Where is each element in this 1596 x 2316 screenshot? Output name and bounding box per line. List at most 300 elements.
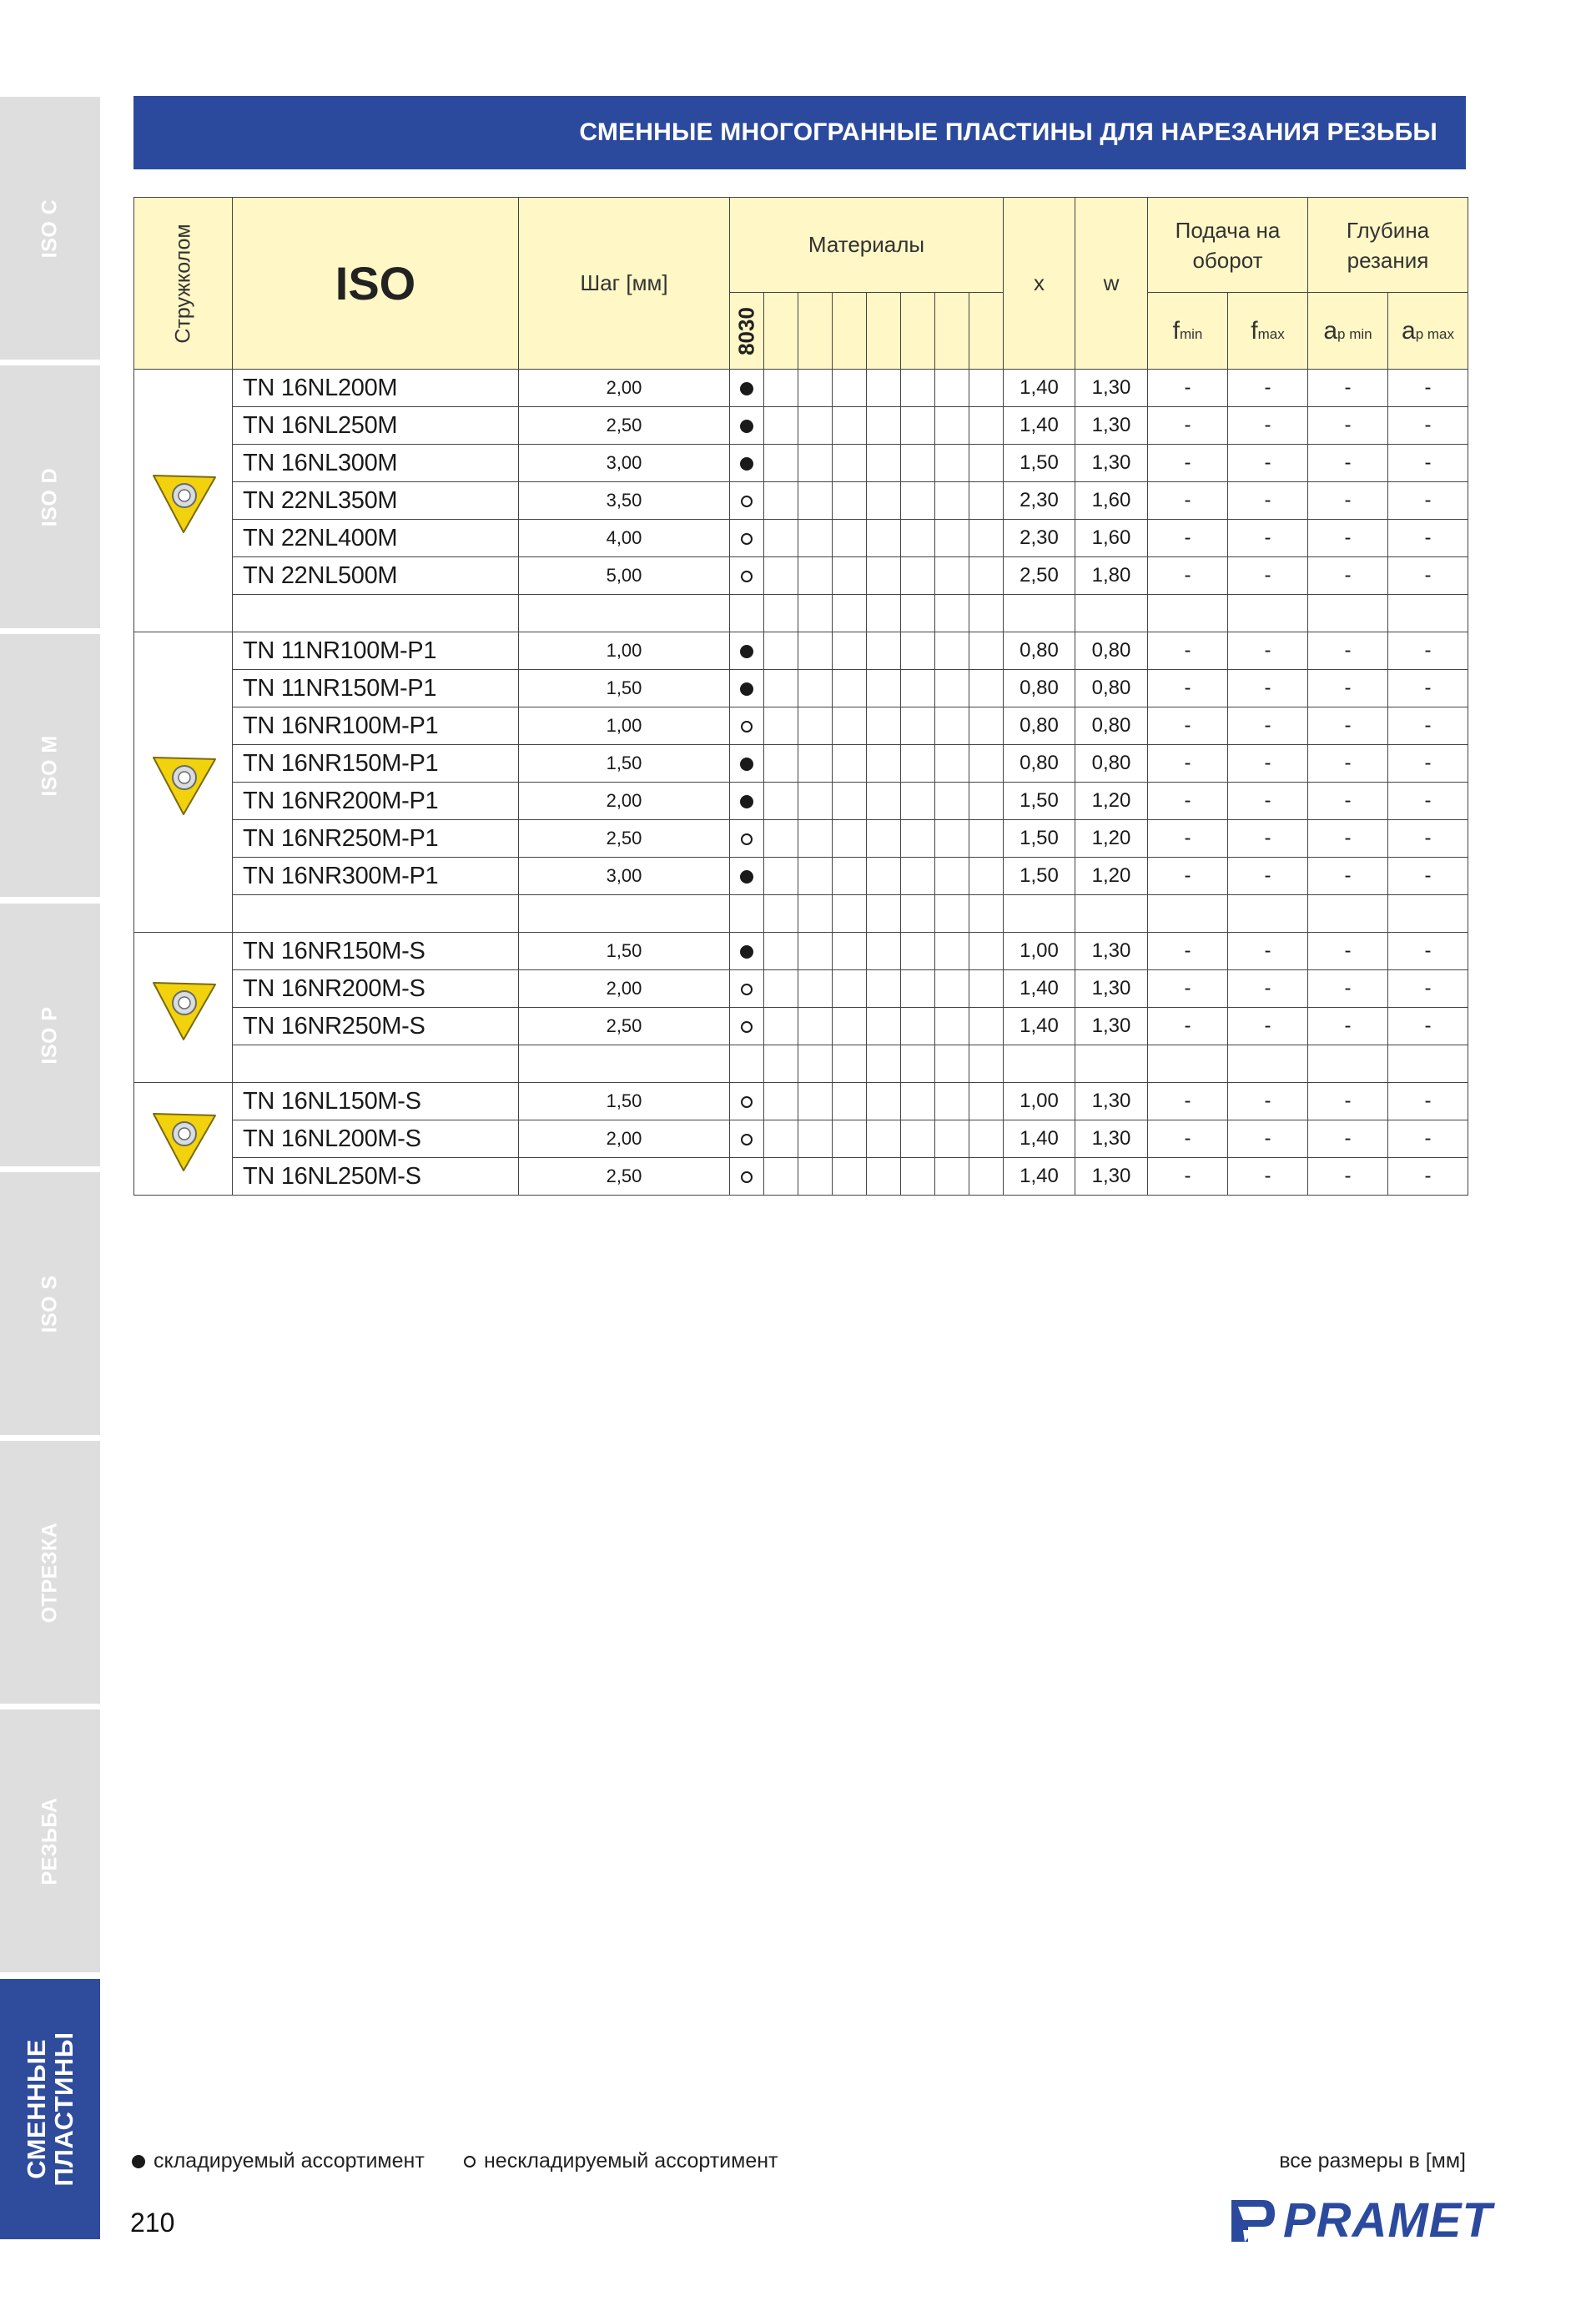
grade-empty-cell <box>798 1120 833 1158</box>
fmax-value: - <box>1228 370 1308 407</box>
empty-cell <box>833 895 867 933</box>
pitch-value: 5,00 <box>519 557 730 595</box>
apmin-value: - <box>1308 858 1388 895</box>
fmax-value: - <box>1228 783 1308 820</box>
thread-insert-nr-s-icon <box>142 966 225 1050</box>
empty-cell <box>969 1045 1004 1083</box>
chipbreaker-cell <box>134 1083 233 1196</box>
side-tab-4[interactable] <box>0 904 100 1166</box>
grade-empty-cell <box>764 970 798 1008</box>
open-dot-icon <box>741 1134 753 1145</box>
w-value: 0,80 <box>1075 707 1148 745</box>
empty-cell <box>1308 895 1388 933</box>
thread-insert-nl-s-icon <box>142 1097 225 1181</box>
x-value: 1,50 <box>1004 445 1075 482</box>
header-grade-empty <box>969 293 1004 370</box>
apmin-value: - <box>1308 820 1388 858</box>
insert-code: TN 22NL350M <box>233 482 519 520</box>
fmax-value: - <box>1228 445 1308 482</box>
grade-empty-cell <box>901 820 935 858</box>
pitch-value: 2,50 <box>519 1158 730 1196</box>
empty-cell <box>901 895 935 933</box>
apmax-value: - <box>1388 632 1468 670</box>
side-tab-label: СМЕННЫЕ ПЛАСТИНЫ <box>22 2032 78 2187</box>
x-value: 1,40 <box>1004 1158 1075 1196</box>
grade-empty-cell <box>833 670 867 707</box>
grade-empty-cell <box>867 520 901 557</box>
table-row <box>134 1008 1468 1045</box>
table-row <box>134 1120 1468 1158</box>
grade-empty-cell <box>764 1083 798 1120</box>
header-pitch: Шаг [мм] <box>519 198 730 370</box>
grade-empty-cell <box>833 970 867 1008</box>
grade-empty-cell <box>969 1083 1004 1120</box>
empty-cell <box>764 1045 798 1083</box>
empty-cell <box>1075 595 1148 632</box>
grade-empty-cell <box>901 407 935 445</box>
empty-cell <box>1004 1045 1075 1083</box>
grade-empty-cell <box>969 445 1004 482</box>
fmax-value: - <box>1228 933 1308 970</box>
grade-empty-cell <box>798 1083 833 1120</box>
fmax-value: - <box>1228 820 1308 858</box>
table-row <box>134 1158 1468 1196</box>
grade-empty-cell <box>867 858 901 895</box>
side-tab-label: ISO S <box>38 1274 62 1333</box>
empty-cell <box>969 895 1004 933</box>
w-value: 1,60 <box>1075 482 1148 520</box>
side-tab-8[interactable] <box>0 1979 100 2239</box>
w-value: 0,80 <box>1075 632 1148 670</box>
grade-empty-cell <box>935 632 969 670</box>
insert-code: TN 16NL300M <box>233 445 519 482</box>
apmin-value: - <box>1308 557 1388 595</box>
empty-cell <box>1228 895 1308 933</box>
header-grade-empty <box>833 293 867 370</box>
grade-empty-cell <box>901 1083 935 1120</box>
grade-empty-cell <box>969 783 1004 820</box>
empty-cell <box>969 595 1004 632</box>
w-value: 0,80 <box>1075 670 1148 707</box>
grade-8030-availability <box>730 557 764 595</box>
header-depth: Глубина резания <box>1308 198 1468 293</box>
grade-empty-cell <box>833 1120 867 1158</box>
grade-empty-cell <box>798 557 833 595</box>
fmin-value: - <box>1148 745 1228 783</box>
grade-empty-cell <box>833 1158 867 1196</box>
grade-empty-cell <box>867 670 901 707</box>
brand-name: PRAMET <box>1283 2193 1493 2248</box>
empty-cell <box>1148 1045 1228 1083</box>
apmin-value: - <box>1308 670 1388 707</box>
grade-8030-availability <box>730 520 764 557</box>
insert-code: TN 11NR150M-P1 <box>233 670 519 707</box>
x-value: 2,50 <box>1004 557 1075 595</box>
table-row <box>134 783 1468 820</box>
side-tab-6[interactable] <box>0 1441 100 1704</box>
apmax-value: - <box>1388 520 1468 557</box>
side-tab-label: ISO D <box>38 467 62 526</box>
empty-cell <box>833 595 867 632</box>
grade-empty-cell <box>764 670 798 707</box>
table-row <box>134 445 1468 482</box>
section-title: СМЕННЫЕ МНОГОГРАННЫЕ ПЛАСТИНЫ ДЛЯ НАРЕЗАНИЯ РЕЗЬБЫ <box>579 118 1437 146</box>
table-row <box>134 820 1468 858</box>
apmin-value: - <box>1308 707 1388 745</box>
apmax-value: - <box>1388 707 1468 745</box>
empty-cell <box>1004 895 1075 933</box>
insert-code: TN 16NR150M-S <box>233 933 519 970</box>
apmin-value: - <box>1308 1158 1388 1196</box>
grade-empty-cell <box>833 820 867 858</box>
header-grade-empty <box>901 293 935 370</box>
empty-cell <box>233 1045 519 1083</box>
fmin-value: - <box>1148 1008 1228 1045</box>
w-value: 1,30 <box>1075 445 1148 482</box>
fmax-value: - <box>1228 970 1308 1008</box>
grade-empty-cell <box>798 820 833 858</box>
grade-empty-cell <box>935 783 969 820</box>
grade-empty-cell <box>969 520 1004 557</box>
pitch-value: 2,50 <box>519 820 730 858</box>
insert-code: TN 16NL250M <box>233 407 519 445</box>
grade-empty-cell <box>764 707 798 745</box>
filled-dot-icon <box>740 382 753 395</box>
x-value: 1,40 <box>1004 370 1075 407</box>
apmin-value: - <box>1308 745 1388 783</box>
grade-empty-cell <box>764 557 798 595</box>
grade-8030-availability <box>730 783 764 820</box>
chipbreaker-cell <box>134 632 233 933</box>
fmin-value: - <box>1148 707 1228 745</box>
insert-code: TN 16NR200M-P1 <box>233 783 519 820</box>
grade-empty-cell <box>935 858 969 895</box>
empty-cell <box>1388 595 1468 632</box>
grade-empty-cell <box>833 858 867 895</box>
grade-empty-cell <box>935 820 969 858</box>
grade-empty-cell <box>935 970 969 1008</box>
grade-empty-cell <box>901 632 935 670</box>
grade-empty-cell <box>901 970 935 1008</box>
side-tab-2[interactable] <box>0 365 100 628</box>
grade-empty-cell <box>764 445 798 482</box>
legend-stocked-label: складируемый ассортимент <box>154 2149 425 2173</box>
pitch-value: 1,50 <box>519 933 730 970</box>
pitch-value: 1,00 <box>519 707 730 745</box>
insert-code: TN 16NR100M-P1 <box>233 707 519 745</box>
w-value: 1,30 <box>1075 933 1148 970</box>
legend-nonstocked <box>464 2149 778 2173</box>
pitch-value: 2,00 <box>519 370 730 407</box>
fmax-value: - <box>1228 1158 1308 1196</box>
header-materials: Материалы <box>730 198 1004 293</box>
table-row <box>134 482 1468 520</box>
insert-table <box>133 197 1468 1196</box>
pitch-value: 1,50 <box>519 745 730 783</box>
spacer-row <box>134 895 1468 933</box>
open-dot-icon <box>741 496 753 507</box>
x-value: 1,00 <box>1004 933 1075 970</box>
grade-8030-availability <box>730 370 764 407</box>
apmax-value: - <box>1388 1008 1468 1045</box>
pitch-value: 3,00 <box>519 445 730 482</box>
grade-empty-cell <box>969 670 1004 707</box>
grade-empty-cell <box>935 670 969 707</box>
open-dot-icon <box>741 833 753 845</box>
w-value: 1,30 <box>1075 407 1148 445</box>
fmax-value: - <box>1228 1120 1308 1158</box>
grade-empty-cell <box>798 1008 833 1045</box>
empty-cell <box>1388 895 1468 933</box>
empty-cell <box>519 595 730 632</box>
grade-empty-cell <box>867 707 901 745</box>
empty-cell <box>1075 1045 1148 1083</box>
grade-8030-availability <box>730 407 764 445</box>
apmin-value: - <box>1308 632 1388 670</box>
grade-empty-cell <box>901 1008 935 1045</box>
apmax-value: - <box>1388 445 1468 482</box>
insert-table-body <box>134 370 1468 1196</box>
filled-dot-icon <box>740 645 753 658</box>
grade-empty-cell <box>935 520 969 557</box>
apmin-value: - <box>1308 407 1388 445</box>
grade-empty-cell <box>867 632 901 670</box>
apmin-value: - <box>1308 783 1388 820</box>
w-value: 1,20 <box>1075 783 1148 820</box>
side-tab-7[interactable] <box>0 1709 100 1972</box>
grade-empty-cell <box>901 670 935 707</box>
grade-empty-cell <box>867 1158 901 1196</box>
grade-empty-cell <box>764 1008 798 1045</box>
w-value: 1,30 <box>1075 970 1148 1008</box>
side-tab-3[interactable] <box>0 634 100 897</box>
grade-empty-cell <box>798 482 833 520</box>
fmax-value: - <box>1228 707 1308 745</box>
fmax-value: - <box>1228 482 1308 520</box>
grade-empty-cell <box>833 1083 867 1120</box>
grade-empty-cell <box>867 783 901 820</box>
grade-empty-cell <box>833 370 867 407</box>
fmax-value: - <box>1228 1083 1308 1120</box>
fmin-value: - <box>1148 670 1228 707</box>
grade-empty-cell <box>833 745 867 783</box>
grade-empty-cell <box>764 933 798 970</box>
grade-empty-cell <box>798 933 833 970</box>
grade-empty-cell <box>901 783 935 820</box>
grade-8030-availability <box>730 482 764 520</box>
empty-cell <box>1308 1045 1388 1083</box>
grade-empty-cell <box>867 370 901 407</box>
x-value: 0,80 <box>1004 670 1075 707</box>
table-row <box>134 970 1468 1008</box>
fmin-value: - <box>1148 370 1228 407</box>
insert-code: TN 11NR100M-P1 <box>233 632 519 670</box>
x-value: 0,80 <box>1004 632 1075 670</box>
grade-empty-cell <box>867 970 901 1008</box>
grade-empty-cell <box>901 445 935 482</box>
filled-dot-icon <box>740 795 753 808</box>
insert-code: TN 16NR250M-P1 <box>233 820 519 858</box>
grade-empty-cell <box>798 783 833 820</box>
apmax-value: - <box>1388 1083 1468 1120</box>
apmin-value: - <box>1308 1083 1388 1120</box>
grade-empty-cell <box>833 1008 867 1045</box>
grade-8030-availability <box>730 820 764 858</box>
table-row <box>134 670 1468 707</box>
insert-code: TN 22NL500M <box>233 557 519 595</box>
apmin-value: - <box>1308 933 1388 970</box>
insert-code: TN 16NL200M-S <box>233 1120 519 1158</box>
grade-empty-cell <box>867 745 901 783</box>
apmin-value: - <box>1308 445 1388 482</box>
filled-dot-icon <box>740 682 753 696</box>
grade-empty-cell <box>969 1158 1004 1196</box>
grade-empty-cell <box>798 745 833 783</box>
header-grade-8030: 8030 <box>730 293 764 370</box>
filled-dot-icon <box>740 420 753 433</box>
fmin-value: - <box>1148 820 1228 858</box>
grade-8030-availability <box>730 745 764 783</box>
empty-cell <box>1308 595 1388 632</box>
filled-dot-icon <box>740 457 753 471</box>
x-value: 1,50 <box>1004 783 1075 820</box>
grade-empty-cell <box>935 370 969 407</box>
pitch-value: 2,50 <box>519 407 730 445</box>
spacer-row <box>134 595 1468 632</box>
x-value: 2,30 <box>1004 482 1075 520</box>
grade-empty-cell <box>833 557 867 595</box>
w-value: 1,60 <box>1075 520 1148 557</box>
section-header <box>133 96 1466 169</box>
header-chipbreaker: Стружколом <box>134 198 233 370</box>
grade-empty-cell <box>798 370 833 407</box>
filled-dot-icon <box>740 870 753 884</box>
x-value: 0,80 <box>1004 745 1075 783</box>
grade-empty-cell <box>901 933 935 970</box>
fmin-value: - <box>1148 783 1228 820</box>
w-value: 1,30 <box>1075 1083 1148 1120</box>
grade-empty-cell <box>969 407 1004 445</box>
grade-empty-cell <box>901 557 935 595</box>
open-dot-icon <box>741 984 753 995</box>
empty-cell <box>935 1045 969 1083</box>
insert-code: TN 16NR150M-P1 <box>233 745 519 783</box>
header-apmax: ap max <box>1388 293 1468 370</box>
pitch-value: 4,00 <box>519 520 730 557</box>
empty-cell <box>798 1045 833 1083</box>
apmax-value: - <box>1388 482 1468 520</box>
grade-empty-cell <box>935 707 969 745</box>
header-grade-empty <box>798 293 833 370</box>
grade-empty-cell <box>901 858 935 895</box>
empty-cell <box>1148 895 1228 933</box>
apmax-value: - <box>1388 557 1468 595</box>
grade-empty-cell <box>764 745 798 783</box>
fmax-value: - <box>1228 520 1308 557</box>
grade-empty-cell <box>764 632 798 670</box>
grade-empty-cell <box>935 1083 969 1120</box>
fmax-value: - <box>1228 745 1308 783</box>
empty-cell <box>798 895 833 933</box>
x-value: 1,00 <box>1004 1083 1075 1120</box>
insert-code: TN 22NL400M <box>233 520 519 557</box>
side-tab-label: ISO M <box>38 734 62 797</box>
grade-empty-cell <box>969 370 1004 407</box>
empty-cell <box>1148 595 1228 632</box>
table-row <box>134 1083 1468 1120</box>
grade-8030-availability <box>730 858 764 895</box>
pitch-value: 1,50 <box>519 670 730 707</box>
empty-cell <box>1228 1045 1308 1083</box>
apmax-value: - <box>1388 407 1468 445</box>
w-value: 1,20 <box>1075 858 1148 895</box>
empty-cell <box>233 595 519 632</box>
x-value: 1,40 <box>1004 1120 1075 1158</box>
grade-empty-cell <box>867 482 901 520</box>
w-value: 1,30 <box>1075 1008 1148 1045</box>
x-value: 1,50 <box>1004 858 1075 895</box>
side-tab-1[interactable] <box>0 97 100 360</box>
chipbreaker-cell <box>134 933 233 1083</box>
table-row <box>134 707 1468 745</box>
grade-8030-availability <box>730 1083 764 1120</box>
fmin-value: - <box>1148 933 1228 970</box>
fmin-value: - <box>1148 1083 1228 1120</box>
empty-cell <box>1004 595 1075 632</box>
grade-empty-cell <box>935 407 969 445</box>
grade-empty-cell <box>969 707 1004 745</box>
apmax-value: - <box>1388 670 1468 707</box>
thread-insert-nl-icon <box>142 459 225 542</box>
empty-cell <box>1228 595 1308 632</box>
grade-empty-cell <box>833 520 867 557</box>
empty-cell <box>730 895 764 933</box>
empty-cell <box>1388 1045 1468 1083</box>
fmax-value: - <box>1228 858 1308 895</box>
grade-empty-cell <box>969 970 1004 1008</box>
side-tab-5[interactable] <box>0 1172 100 1435</box>
legend-stocked <box>132 2149 425 2173</box>
header-fmin: fmin <box>1148 293 1228 370</box>
empty-cell <box>901 1045 935 1083</box>
grade-empty-cell <box>969 632 1004 670</box>
side-tab-label: РЕЗЬБА <box>38 1796 62 1886</box>
grade-empty-cell <box>798 707 833 745</box>
w-value: 1,30 <box>1075 1120 1148 1158</box>
apmax-value: - <box>1388 783 1468 820</box>
table-row <box>134 933 1468 970</box>
apmax-value: - <box>1388 970 1468 1008</box>
empty-cell <box>233 895 519 933</box>
header-w: w <box>1075 198 1148 370</box>
insert-code: TN 16NR300M-P1 <box>233 858 519 895</box>
grade-empty-cell <box>867 820 901 858</box>
empty-cell <box>730 1045 764 1083</box>
grade-empty-cell <box>798 445 833 482</box>
grade-empty-cell <box>798 520 833 557</box>
w-value: 1,80 <box>1075 557 1148 595</box>
grade-empty-cell <box>764 783 798 820</box>
empty-cell <box>764 895 798 933</box>
grade-empty-cell <box>935 933 969 970</box>
header-grade-empty <box>935 293 969 370</box>
fmin-value: - <box>1148 520 1228 557</box>
grade-empty-cell <box>867 407 901 445</box>
grade-empty-cell <box>935 557 969 595</box>
pitch-value: 1,00 <box>519 632 730 670</box>
empty-cell <box>867 595 901 632</box>
insert-code: TN 16NL200M <box>233 370 519 407</box>
